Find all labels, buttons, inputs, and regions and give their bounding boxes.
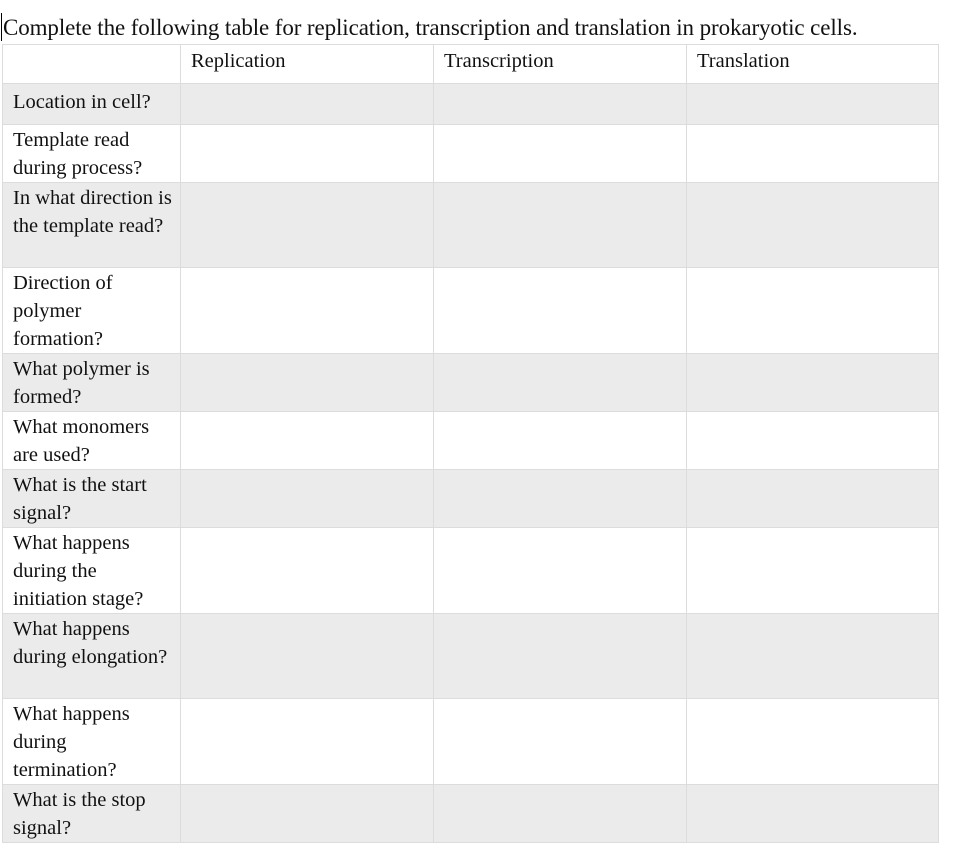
answer-cell-translation[interactable]	[687, 354, 939, 412]
question-cell: What happens during the initiation stage?	[3, 528, 181, 614]
column-header-replication: Replication	[181, 45, 434, 84]
answer-cell-transcription[interactable]	[434, 528, 687, 614]
question-cell: Template read during process?	[3, 125, 181, 183]
table-row	[3, 412, 939, 470]
answer-cell-replication[interactable]	[181, 528, 434, 614]
worksheet-table	[2, 44, 939, 843]
answer-cell-transcription[interactable]	[434, 268, 687, 354]
question-cell: What is the stop signal?	[3, 785, 181, 843]
answer-cell-translation[interactable]	[687, 470, 939, 528]
table-row	[3, 84, 939, 125]
answer-cell-transcription[interactable]	[434, 84, 687, 125]
table-row	[3, 699, 939, 785]
answer-cell-transcription[interactable]	[434, 614, 687, 699]
column-header-translation: Translation	[687, 45, 939, 84]
answer-cell-transcription[interactable]	[434, 699, 687, 785]
answer-cell-replication[interactable]	[181, 614, 434, 699]
question-cell: In what direction is the template read?	[3, 183, 181, 268]
question-cell: What is the start signal?	[3, 470, 181, 528]
question-cell: What happens during elongation?	[3, 614, 181, 699]
answer-cell-replication[interactable]	[181, 183, 434, 268]
question-cell: What monomers are used?	[3, 412, 181, 470]
answer-cell-translation[interactable]	[687, 125, 939, 183]
answer-cell-translation[interactable]	[687, 183, 939, 268]
answer-cell-replication[interactable]	[181, 268, 434, 354]
table-row	[3, 125, 939, 183]
answer-cell-translation[interactable]	[687, 699, 939, 785]
question-cell: Location in cell?	[3, 84, 181, 125]
question-cell: What happens during termination?	[3, 699, 181, 785]
table-row	[3, 470, 939, 528]
question-cell: Direction of polymer formation?	[3, 268, 181, 354]
answer-cell-replication[interactable]	[181, 470, 434, 528]
question-cell: What polymer is formed?	[3, 354, 181, 412]
answer-cell-transcription[interactable]	[434, 125, 687, 183]
answer-cell-replication[interactable]	[181, 84, 434, 125]
answer-cell-translation[interactable]	[687, 412, 939, 470]
header-corner-cell	[3, 45, 181, 84]
table-row	[3, 614, 939, 699]
answer-cell-replication[interactable]	[181, 354, 434, 412]
header-row	[3, 45, 939, 84]
text-cursor	[1, 13, 2, 41]
table-row	[3, 268, 939, 354]
answer-cell-replication[interactable]	[181, 412, 434, 470]
answer-cell-translation[interactable]	[687, 268, 939, 354]
table-row	[3, 528, 939, 614]
answer-cell-translation[interactable]	[687, 528, 939, 614]
answer-cell-replication[interactable]	[181, 125, 434, 183]
answer-cell-transcription[interactable]	[434, 412, 687, 470]
table-row	[3, 183, 939, 268]
table-row	[3, 785, 939, 843]
answer-cell-translation[interactable]	[687, 614, 939, 699]
answer-cell-translation[interactable]	[687, 84, 939, 125]
table-row	[3, 354, 939, 412]
answer-cell-transcription[interactable]	[434, 183, 687, 268]
answer-cell-replication[interactable]	[181, 785, 434, 843]
worksheet-instructions: Complete the following table for replication, transcription and translation in prokaryotic cells.	[3, 15, 858, 40]
answer-cell-replication[interactable]	[181, 699, 434, 785]
answer-cell-transcription[interactable]	[434, 354, 687, 412]
answer-cell-translation[interactable]	[687, 785, 939, 843]
answer-cell-transcription[interactable]	[434, 785, 687, 843]
column-header-transcription: Transcription	[434, 45, 687, 84]
answer-cell-transcription[interactable]	[434, 470, 687, 528]
